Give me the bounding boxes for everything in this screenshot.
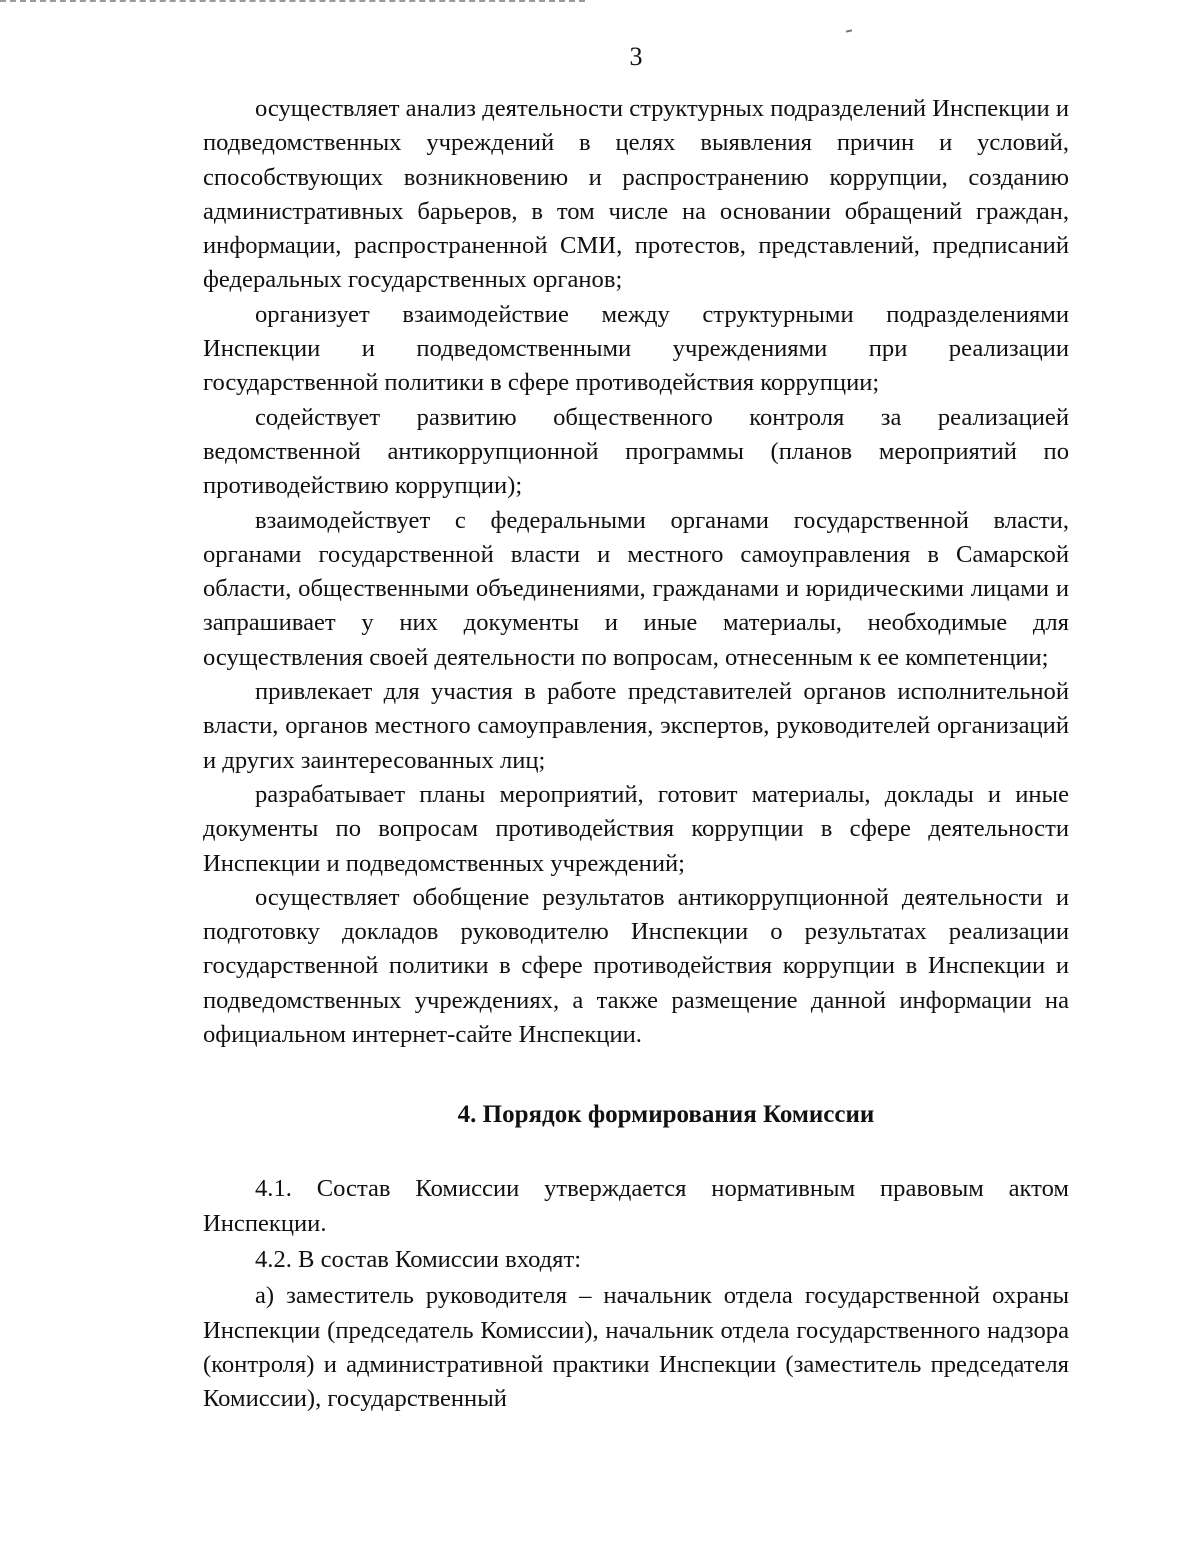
scan-edge-mark	[0, 0, 585, 2]
duty-paragraph-cooperation: взаимодействует с федеральными органами государственной власти, органами государственной власти и местного самоуправления в Самарской области, общественными объединениями, гражданами и юридическими лицами и запрашивает у них документы и иные материалы, необходимые для осуществления своей деятельности по вопросам, отнесенным к ее компетенции;	[203, 506, 1069, 671]
clause-4-1: 4.1. Состав Комиссии утверждается нормативным правовым актом Инспекции.	[203, 1175, 1069, 1237]
page-number: 3	[629, 42, 643, 71]
duty-paragraph-plans: разрабатывает планы мероприятий, готовит материалы, доклады и иные документы по вопросам противодействия коррупции в сфере деятельности Инспекции и подведомственных учреждений;	[203, 780, 1069, 877]
duty-paragraph-interaction: организует взаимодействие между структурными подразделениями Инспекции и подведомственными учреждениями при реализации государственной политики в сфере противодействия коррупции;	[203, 300, 1069, 397]
scan-speck	[846, 29, 852, 32]
document-body	[203, 92, 1069, 1416]
section-4-heading: 4. Порядок формирования Комиссии	[457, 1101, 875, 1129]
duty-paragraph-involvement: привлекает для участия в работе представителей органов исполнительной власти, органов местного самоуправления, экспертов, руководителей организаций и других заинтересованных лиц;	[203, 678, 1069, 774]
duty-paragraph-reporting: осуществляет обобщение результатов антикоррупционной деятельности и подготовку докладов руководителю Инспекции о результатах реализации государственной политики в сфере противодействия коррупции в Инспекции и подведомственных учреждениях, а также размещение данной информации на официальном интернет-сайте Инспекции.	[203, 883, 1069, 1049]
clause-4-2: 4.2. В состав Комиссии входят:	[255, 1245, 582, 1273]
clause-4-2-item-a: а) заместитель руководителя – начальник отдела государственной охраны Инспекции (председатель Комиссии), начальник отдела государственного надзора (контроля) и административной практики Инспекции (заместитель председателя Комиссии), государственный	[203, 1282, 1069, 1413]
duty-paragraph-public-control: содействует развитию общественного контроля за реализацией ведомственной антикоррупционной программы (планов мероприятий по противодействию коррупции);	[203, 403, 1069, 500]
duty-paragraph-analysis: осуществляет анализ деятельности структурных подразделений Инспекции и подведомственных учреждений в целях выявления причин и условий, способствующих возникновению и распространению коррупции, созданию административных барьеров, в том числе на основании обращений граждан, информации, распространенной СМИ, протестов, представлений, предписаний федеральных государственных органов;	[203, 95, 1069, 294]
